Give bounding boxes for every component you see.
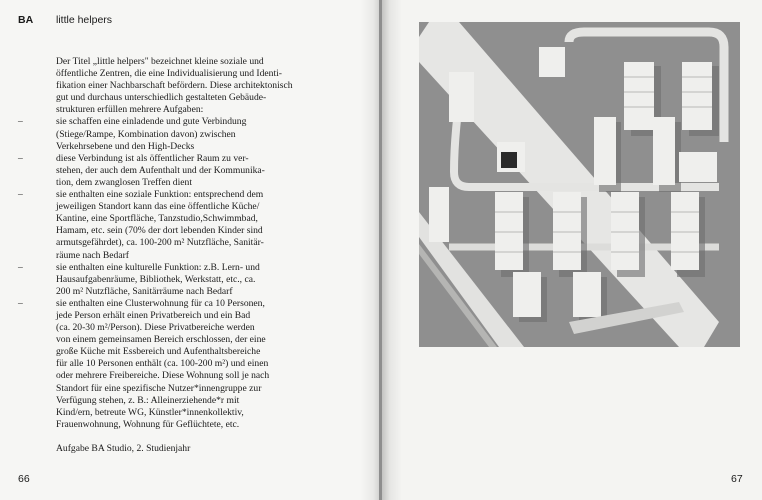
list-line: Hamam, etc. sein (70% der dort lebenden Kinder sind xyxy=(56,225,263,237)
list-line: für alle 10 Personen enthält (ca. 100-200 m²) und einen xyxy=(56,358,269,370)
list-line: sie enthalten eine Clusterwohnung für ca 10 Personen, xyxy=(56,297,265,309)
list-line: armutsgefährdet), ca. 100-200 m² Nutzfläche, Sanitär- xyxy=(56,237,264,249)
model-illustration xyxy=(419,22,740,347)
list-line: jeweiligen Standort kann das eine öffentliche Küche/ xyxy=(56,201,260,213)
credit-line: Aufgabe BA Studio, 2. Studienjahr xyxy=(56,442,191,454)
body-text xyxy=(18,56,318,455)
list-line: jede Person erhält einen Privatbereich und ein Bad xyxy=(56,309,251,321)
list-dash: – xyxy=(18,261,23,273)
list-item xyxy=(18,262,318,298)
list-line: 200 m² Nutzfläche, Sanitärräume nach Bedarf xyxy=(56,285,233,297)
gutter-shadow-right xyxy=(382,0,402,500)
left-page xyxy=(0,0,380,500)
list-line: Verkehrsebene und den High-Decks xyxy=(56,140,195,152)
list-item xyxy=(18,153,318,189)
list-line: räume nach Bedarf xyxy=(56,249,129,261)
list-line: Kind/ern, betreute WG, Künstler*innenkollektiv, xyxy=(56,406,244,418)
list-line: oder mehrere Freibereiche. Diese Wohnung soll je nach xyxy=(56,370,270,382)
list-item xyxy=(18,116,318,152)
list-line: sie enthalten eine kulturelle Funktion: z.B. Lern- und xyxy=(56,261,260,273)
list-line: von einem gemeinsamen Bereich erschlossen, der eine xyxy=(56,334,266,346)
list-item xyxy=(18,298,318,431)
list-line: stehen, der auch dem Aufenthalt und der Kommunika- xyxy=(56,164,265,176)
list-dash: – xyxy=(18,116,23,128)
list-line: sie schaffen eine einladende und gute Verbindung xyxy=(56,116,247,128)
list-dash: – xyxy=(18,189,23,201)
page-number-left: 66 xyxy=(18,473,30,485)
list-line: Frauenwohnung, Wohnung für Geflüchtete, etc. xyxy=(56,418,240,430)
intro-line: strukturen erfüllen mehrere Aufgaben: xyxy=(56,104,204,116)
list-line: (ca. 20-30 m²/Person). Diese Privatbereiche werden xyxy=(56,322,255,334)
intro-line: Der Titel „little helpers" bezeichnet kleine soziale und xyxy=(56,56,264,67)
page-number-right: 67 xyxy=(731,473,743,485)
list-line: sie enthalten eine soziale Funktion: entsprechend dem xyxy=(56,189,264,201)
section-code: BA xyxy=(18,14,34,26)
intro-line: fikation einer Nachbarschaft befördern. Diese architektonisch xyxy=(56,80,293,92)
intro-line: gut und durchaus unterschiedlich gestalteten Gebäude- xyxy=(56,92,267,104)
list-line: tion, dem zwanglosen Treffen dient xyxy=(56,176,192,188)
list-line: große Küche mit Essbereich und Aufenthaltsbereiche xyxy=(56,346,261,358)
task-list xyxy=(18,116,318,430)
list-line: Kantine, eine Sportfläche, Tanzstudio,Schwimmbad, xyxy=(56,213,258,225)
intro-line: öffentliche Zentren, die eine Individualisierung und Identi- xyxy=(56,68,283,80)
list-line: Verfügung stehen, z. B.: Alleinerziehende*r mit xyxy=(56,394,240,406)
list-line: (Stiege/Rampe, Kombination davon) zwischen xyxy=(56,128,236,140)
intro-paragraph xyxy=(56,56,318,116)
section-title: little helpers xyxy=(56,14,113,26)
list-dash: – xyxy=(18,297,23,309)
list-line: Standort für eine spezifische Nutzer*innengruppe zur xyxy=(56,382,262,394)
list-item xyxy=(18,189,318,262)
list-line: Hausaufgabenräume, Bibliothek, Werkstatt, etc., ca. xyxy=(56,273,256,285)
list-line: diese Verbindung ist als öffentlicher Raum zu ver- xyxy=(56,152,249,164)
architectural-model-photo xyxy=(419,22,740,347)
list-dash: – xyxy=(18,152,23,164)
gutter xyxy=(379,0,382,500)
